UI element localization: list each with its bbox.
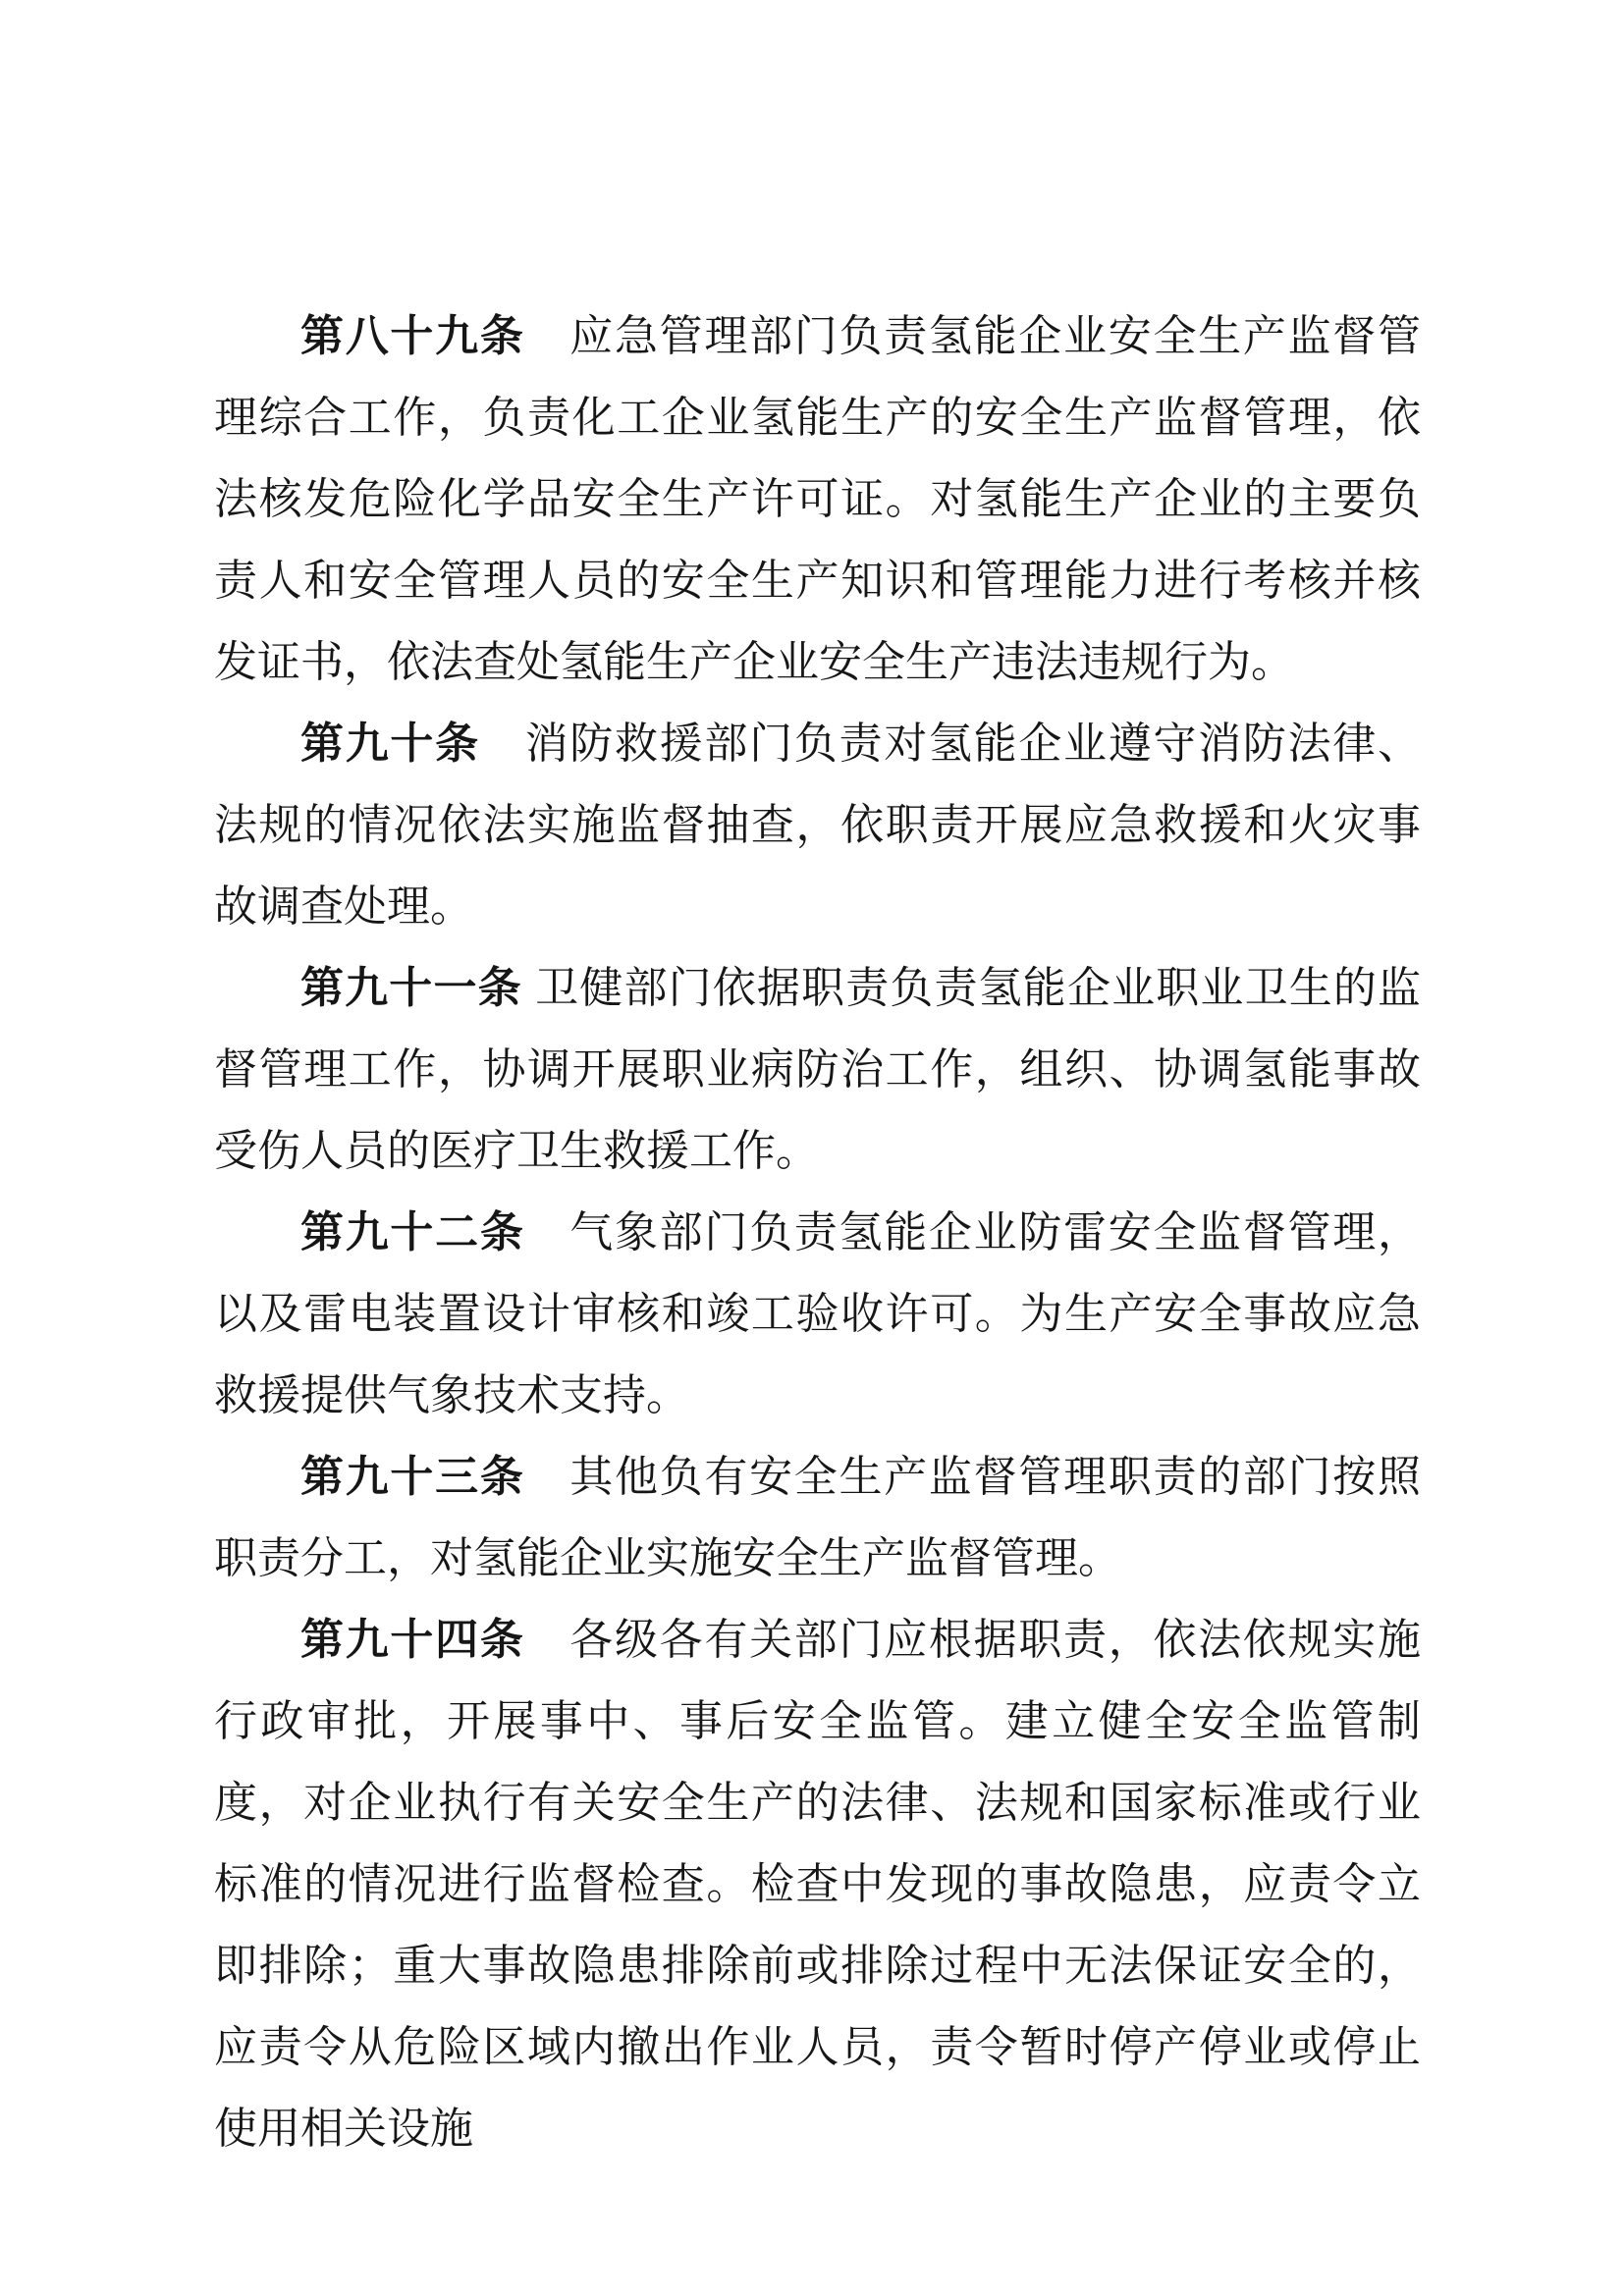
article-body-text: 消防救援部门负责对氢能企业遵守消防法律、法规的情况依法实施监督抽查，依职责开展应急救援和火灾事故调查处理。: [214, 720, 1422, 931]
article-separator: [525, 1616, 570, 1664]
article-body-text: 其他负有安全生产监督管理职责的部门按照职责分工，对氢能企业实施安全生产监督管理。: [214, 1453, 1422, 1582]
article-paragraph-89: [214, 295, 1421, 703]
article-body-text: 气象部门负责氢能企业防雷安全监督管理，以及雷电装置设计审核和竣工验收许可。为生产安全事故应急救援提供气象技术支持。: [214, 1208, 1422, 1419]
article-separator: [480, 720, 525, 768]
article-number: 第八十九条: [300, 312, 525, 360]
article-paragraph-93: [214, 1436, 1421, 1599]
article-body-text: 应急管理部门负责氢能企业安全生产监督管理综合工作，负责化工企业氢能生产的安全生产监督管理，依法核发危险化学品安全生产许可证。对氢能生产企业的主要负责人和安全管理人员的安全生产知识和管理能力进行考核并核发证书，依法查处氢能生产企业安全生产违法违规行为。: [214, 312, 1422, 686]
article-separator: [522, 964, 535, 1012]
article-paragraph-90: [214, 703, 1421, 947]
article-separator: [525, 1208, 570, 1256]
article-number: 第九十三条: [300, 1453, 525, 1501]
article-number: 第九十条: [300, 720, 480, 768]
article-paragraph-94: [214, 1599, 1421, 2169]
article-number: 第九十一条: [300, 964, 522, 1012]
article-separator: [525, 1453, 570, 1501]
document-text: [214, 295, 1421, 2169]
article-paragraph-92: [214, 1192, 1421, 1436]
article-paragraph-91: [214, 947, 1421, 1192]
article-number: 第九十四条: [300, 1616, 525, 1664]
article-body-text: 各级各有关部门应根据职责，依法依规实施行政审批，开展事中、事后安全监管。建立健全安全监管制度，对企业执行有关安全生产的法律、法规和国家标准或行业标准的情况进行监督检查。检查中发现的事故隐患，应责令立即排除；重大事故隐患排除前或排除过程中无法保证安全的，应责令从危险区域内撤出作业人员，责令暂时停产停业或停止使用相关设施: [214, 1616, 1422, 2153]
article-separator: [525, 312, 570, 360]
article-body-text: 卫健部门依据职责负责氢能企业职业卫生的监督管理工作，协调开展职业病防治工作，组织、协调氢能事故受伤人员的医疗卫生救援工作。: [214, 964, 1422, 1175]
article-number: 第九十二条: [300, 1208, 525, 1256]
